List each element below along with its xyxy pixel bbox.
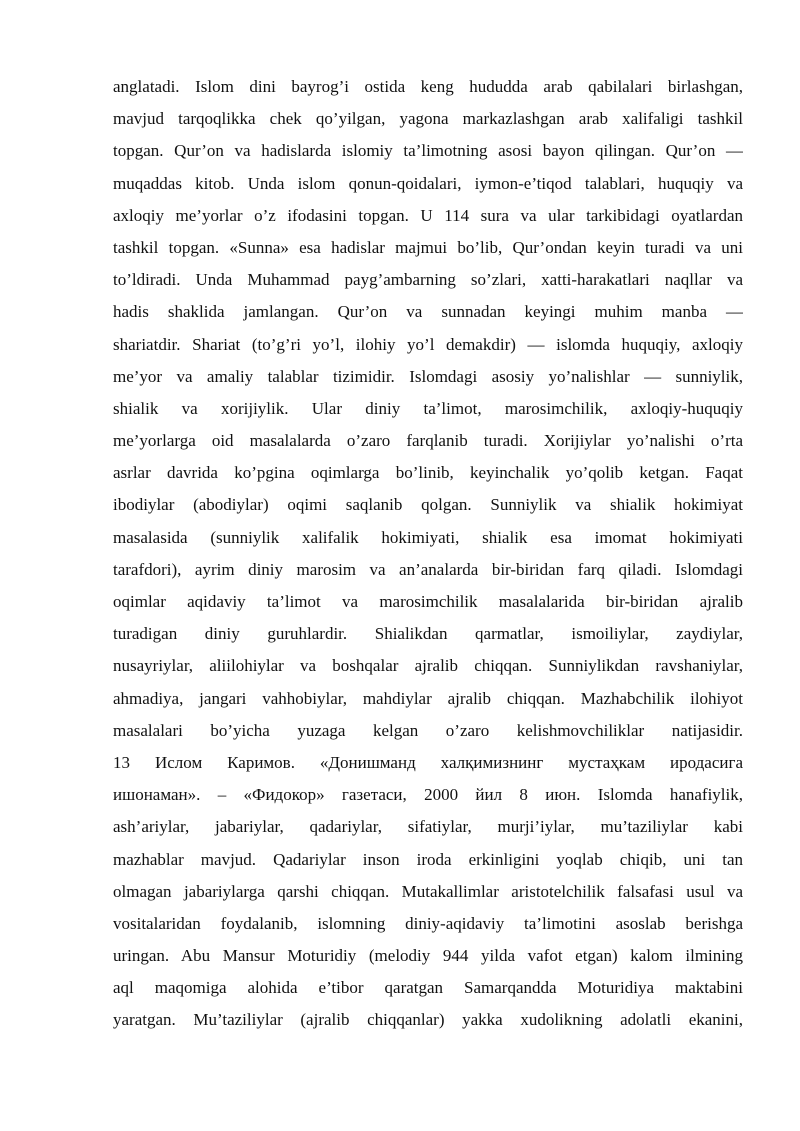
- text-line: shialik va xorijiylik. Ular diniy ta’limot, marosimchilik, axloqiy-huquqiy: [113, 398, 743, 418]
- text-line: topgan. Qur’on va hadislarda islomiy ta’limotning asosi bayon qilingan. Qur’on —: [113, 141, 743, 161]
- text-line: masalalari bo’yicha yuzaga kelgan o’zaro kelishmovchiliklar natijasidir.: [113, 720, 743, 740]
- text-line: mavjud tarqoqlikka chek qo’yilgan, yagona markazlashgan arab xalifaligi tashkil: [113, 109, 743, 129]
- text-line: muqaddas kitob. Unda islom qonun-qoidalari, iymon-e’tiqod talablari, huquqiy va: [113, 173, 743, 193]
- text-line: me’yorlarga oid masalalarda o’zaro farqlanib turadi. Xorijiylar yo’nalishi o’rta: [113, 431, 743, 451]
- text-line: vositalaridan foydalanib, islomning diniy-aqidaviy ta’limotini asoslab berishga: [113, 913, 743, 933]
- text-line: masalasida (sunniylik xalifalik hokimiyati, shialik esa imomat hokimiyati: [113, 527, 743, 547]
- text-line: oqimlar aqidaviy ta’limot va marosimchilik masalalarida bir-biridan ajralib: [113, 592, 743, 611]
- text-line: turadigan diniy guruhlardir. Shialikdan qarmatlar, ismoiliylar, zaydiylar,: [113, 624, 743, 644]
- text-line: ash’ariylar, jabariylar, qadariylar, sifatiylar, murji’iylar, mu’taziliylar kabi: [113, 817, 743, 837]
- text-line: shariatdir. Shariat (to’g’ri yo’l, ilohiy yo’l demakdir) — islomda huquqiy, axloqiy: [113, 334, 743, 354]
- text-line: to’ldiradi. Unda Muhammad payg’ambarning so’zlari, xatti-harakatlari naqllar va: [113, 270, 743, 290]
- text-line: tarafdori), ayrim diniy marosim va an’analarda bir-biridan farq qiladi. Islomdagi: [113, 559, 743, 579]
- text-line: anglatadi. Islom dini bayrog’i ostida keng hududda arab qabilalari birlashgan,: [113, 77, 743, 96]
- text-line: asrlar davrida ko’pgina oqimlarga bo’linib, keyinchalik yo’qolib ketgan. Faqat: [113, 463, 743, 483]
- footnote-line: ишонаман». – «Фидокор» газетаси, 2000 йил 8 июн. Islomda hanafiylik,: [113, 785, 743, 805]
- text-line: uringan. Abu Mansur Moturidiy (melodiy 944 yilda vafot etgan) kalom ilmining: [113, 946, 743, 966]
- text-line: me’yor va amaliy talablar tizimidir. Islomdagi asosiy yo’nalishlar — sunniylik,: [113, 366, 743, 386]
- text-line: axloqiy me’yorlar o’z ifodasini topgan. U 114 sura va ular tarkibidagi oyatlardan: [113, 205, 743, 225]
- text-line: aql maqomiga alohida e’tibor qaratgan Samarqandda Moturidiya maktabini: [113, 978, 743, 998]
- text-line: nusayriylar, aliilohiylar va boshqalar ajralib chiqqan. Sunniylikdan ravshaniylar,: [113, 656, 743, 676]
- text-line: tashkil topgan. «Sunna» esa hadislar majmui bo’lib, Qur’ondan keyin turadi va uni: [113, 237, 743, 257]
- document-page: [113, 71, 743, 1037]
- text-line: olmagan jabariylarga qarshi chiqqan. Mutakallimlar aristotelchilik falsafasi usul va: [113, 881, 743, 901]
- text-line: hadis shaklida jamlangan. Qur’on va sunnadan keyingi muhim manba —: [113, 302, 743, 322]
- footnote-line: 13 Ислом Каримов. «Донишманд халқимизнинг мустаҳкам иродасига: [113, 752, 743, 772]
- text-line: yaratgan. Mu’taziliylar (ajralib chiqqanlar) yakka xudolikning adolatli ekanini,: [113, 1010, 743, 1030]
- text-line: mazhablar mavjud. Qadariylar inson iroda erkinligini yoqlab chiqib, uni tan: [113, 849, 743, 869]
- text-line: ibodiylar (abodiylar) oqimi saqlanib qolgan. Sunniylik va shialik hokimiyat: [113, 495, 743, 515]
- text-line: ahmadiya, jangari vahhobiylar, mahdiylar ajralib chiqqan. Mazhabchilik ilohiyot: [113, 688, 743, 708]
